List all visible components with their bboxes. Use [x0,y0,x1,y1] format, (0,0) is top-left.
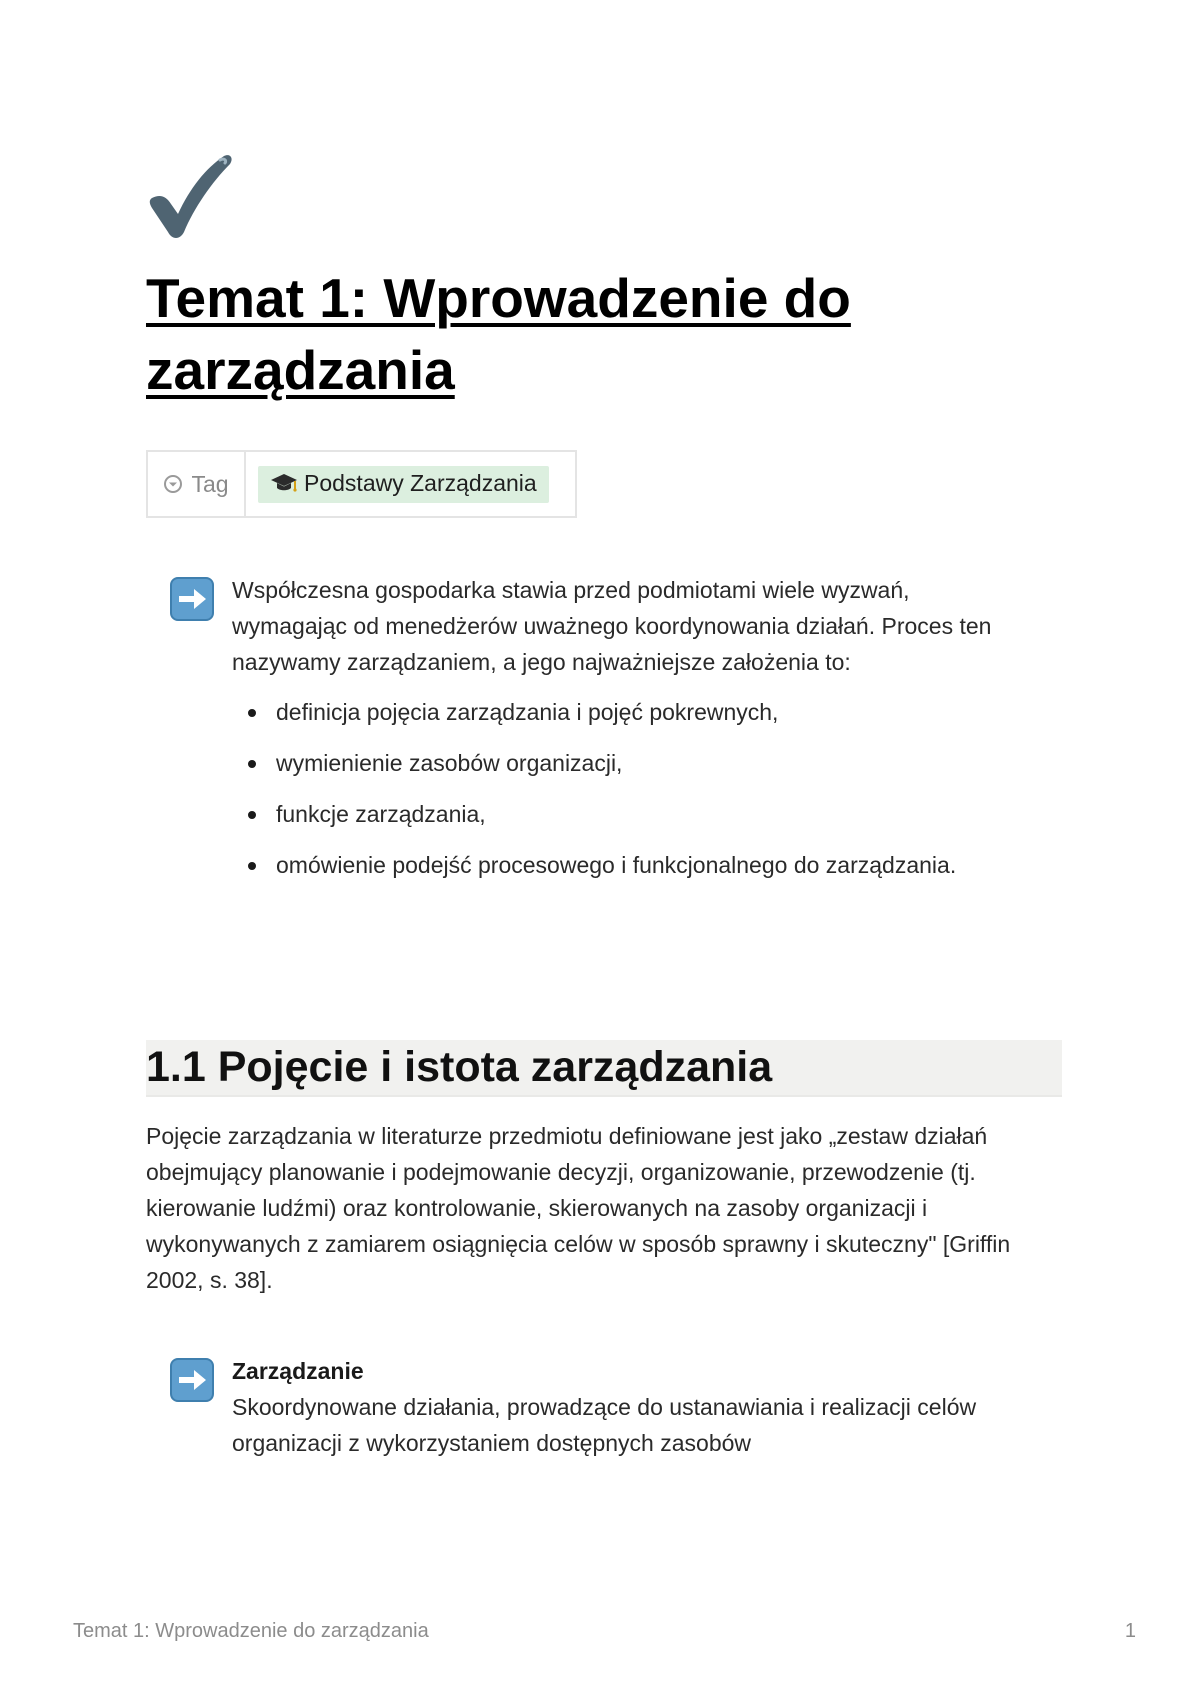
property-name-tag [148,452,246,516]
tag-value: Podstawy Zarządzania [304,469,537,496]
intro-text: Współczesna gospodarka stawia przed podmiotami wiele wyzwań, wymagając od menedżerów uważnego koordynowania działań. Proces ten nazywamy zarządzaniem, a jego najważniejsze założenia to: [232,577,992,675]
list-item: funkcje zarządzania, [232,796,1002,832]
arrow-right-icon [170,577,214,621]
property-label: Tag [191,470,229,497]
list-item: definicja pojęcia zarządzania i pojęć pokrewnych, [232,694,1002,730]
property-value-tag[interactable] [246,452,575,516]
definition-callout-body [232,1353,1002,1461]
arrow-right-icon [170,1358,214,1402]
footer-title: Temat 1: Wprowadzenie do zarządzania [73,1620,429,1642]
intro-callout-body [232,572,1002,898]
list-item: wymienienie zasobów organizacji, [232,745,1002,781]
definition-title: Zarządzanie [232,1358,364,1384]
heavy-check-mark-icon [146,152,236,242]
list-item: omówienie podejść procesowego i funkcjonalnego do zarządzania. [232,847,1002,883]
tag-pill[interactable] [258,466,549,503]
select-circle-icon [163,474,183,494]
footer-page-number: 1 [1124,1620,1136,1642]
graduation-cap-icon [270,472,298,494]
page-title: Temat 1: Wprowadzenie do zarządzania [146,267,851,401]
section-heading: 1.1 Pojęcie i istota zarządzania [146,1040,1062,1097]
section-paragraph: Pojęcie zarządzania w literaturze przedmiotu definiowane jest jako „zestaw działań obejmujący planowanie i podejmowanie decyzji, organizowanie, przewodzenie (tj. kierowanie ludźmi) oraz kontrolowanie, skierowanych na zasoby organizacji i wykonywanych z zamiarem osiągnięcia celów w sposób sprawny i skuteczny" [Griffin 2002, s. 38]. [146,1123,1011,1293]
bullet-list [232,694,1002,883]
property-row-tag [146,450,577,518]
definition-text: Skoordynowane działania, prowadzące do ustanawiania i realizacji celów organizacji z wykorzystaniem dostępnych zasobów [232,1394,977,1456]
intro-callout [170,572,1062,898]
definition-callout [170,1353,1062,1461]
